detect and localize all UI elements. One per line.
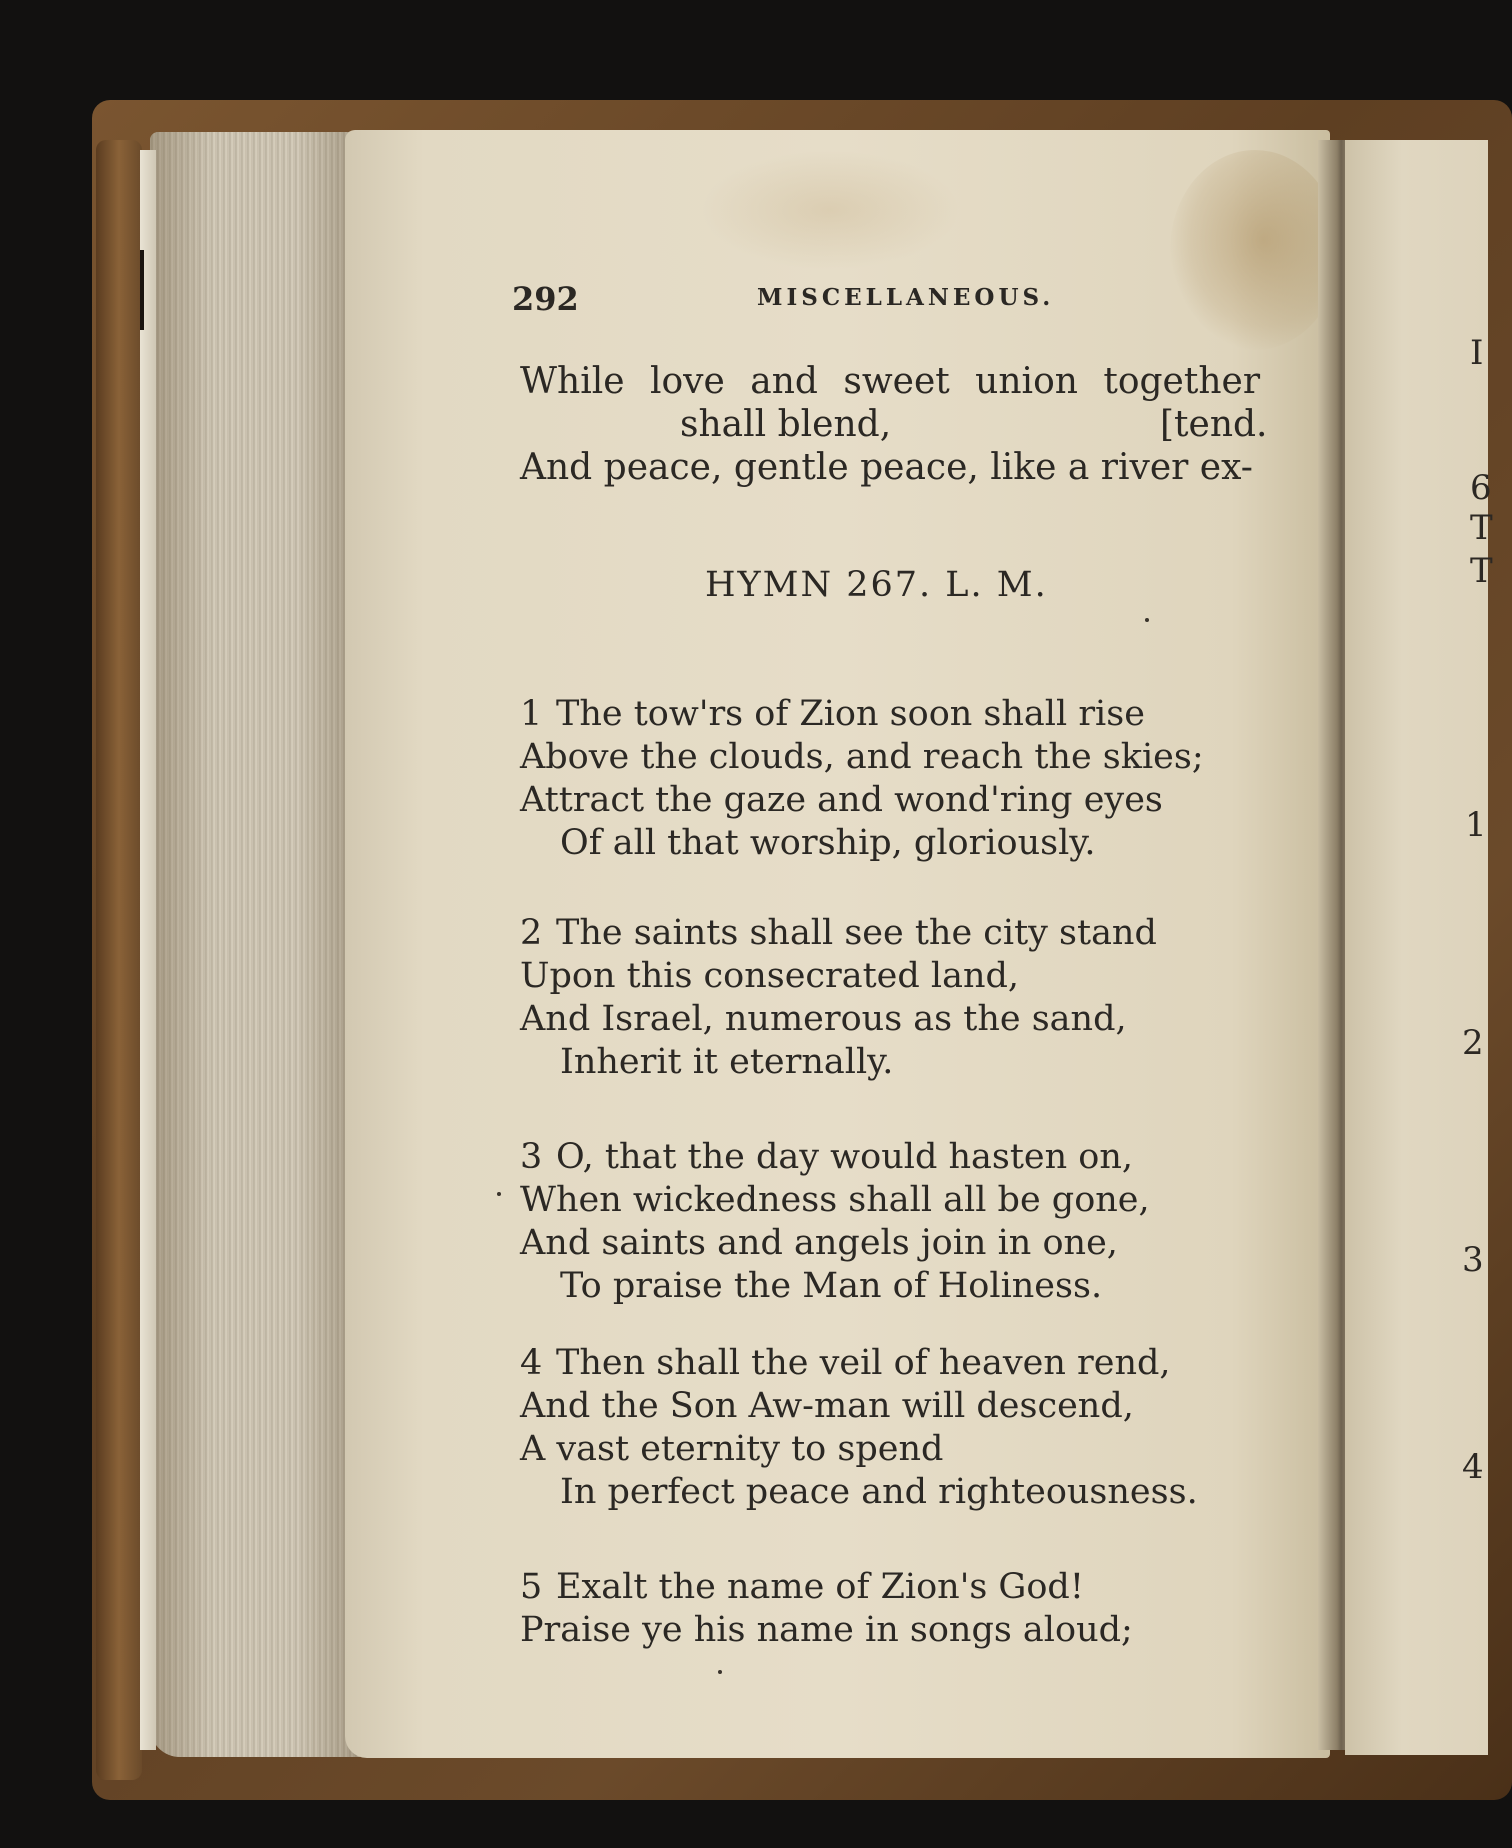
carryover-line-2b: [tend.	[1160, 404, 1268, 445]
facing-fragment: T	[1470, 551, 1493, 591]
water-stain	[1170, 150, 1340, 350]
verse-line: Inherit it eternally.	[560, 1042, 894, 1082]
page-stain	[700, 150, 960, 270]
verse-number: 4	[520, 1343, 543, 1383]
verse-number: 1	[520, 694, 543, 734]
facing-fragment: 4	[1462, 1447, 1484, 1487]
verse	[520, 912, 1157, 1084]
verse-line: Attract the gaze and wond'ring eyes	[520, 780, 1163, 820]
verse-line: Above the clouds, and reach the skies;	[520, 737, 1204, 777]
carryover-line-1: While love and sweet union together	[520, 361, 1261, 402]
verse-line: A vast eternity to spend	[520, 1429, 944, 1469]
verse-line: O, that the day would hasten on,	[556, 1137, 1134, 1177]
facing-fragment: T	[1470, 508, 1493, 548]
facing-fragment: 1	[1465, 805, 1487, 845]
carryover-line-3: And peace, gentle peace, like a river ex-	[520, 447, 1253, 488]
bookmark-thread	[140, 250, 144, 330]
hymn-title: HYMN 267. L. M.	[705, 565, 1048, 605]
paper-speck	[1145, 618, 1149, 622]
verse-number: 5	[520, 1567, 543, 1607]
verse-line: Exalt the name of Zion's God!	[556, 1567, 1084, 1607]
verse-line: Upon this consecrated land,	[520, 956, 1020, 996]
verse	[520, 1342, 1198, 1514]
verse-line: And saints and angels join in one,	[520, 1223, 1118, 1263]
facing-fragment: 2	[1462, 1023, 1484, 1063]
facing-page	[1345, 140, 1488, 1755]
verse	[520, 693, 1204, 865]
verse-line: And Israel, numerous as the sand,	[520, 999, 1127, 1039]
carryover-line-2a: shall blend,	[680, 404, 892, 445]
verse-number: 3	[520, 1137, 543, 1177]
page-number: 292	[512, 280, 579, 318]
cover-spine-edge	[96, 140, 142, 1780]
verse-line: Of all that worship, gloriously.	[560, 823, 1096, 863]
paper-speck	[497, 1192, 501, 1196]
verse-line: And the Son Aw-man will descend,	[520, 1386, 1134, 1426]
verse-line: In perfect peace and righteousness.	[560, 1472, 1198, 1512]
verse	[520, 1566, 1133, 1652]
facing-fragment: 3	[1462, 1240, 1484, 1280]
running-head: MISCELLANEOUS.	[757, 284, 1055, 311]
verse-line: When wickedness shall all be gone,	[520, 1180, 1150, 1220]
verse-line: The tow'rs of Zion soon shall rise	[556, 694, 1145, 734]
verse-number: 2	[520, 913, 543, 953]
paper-speck	[718, 1670, 722, 1674]
verse-line: To praise the Man of Holiness.	[560, 1266, 1103, 1306]
verse-line: Then shall the veil of heaven rend,	[556, 1343, 1171, 1383]
facing-fragment: 6	[1470, 468, 1492, 508]
flyleaf-edge	[140, 150, 156, 1750]
facing-fragment: I	[1470, 333, 1484, 373]
verse-line: Praise ye his name in songs aloud;	[520, 1610, 1133, 1650]
verse	[520, 1136, 1150, 1308]
verse-line: The saints shall see the city stand	[556, 913, 1157, 953]
